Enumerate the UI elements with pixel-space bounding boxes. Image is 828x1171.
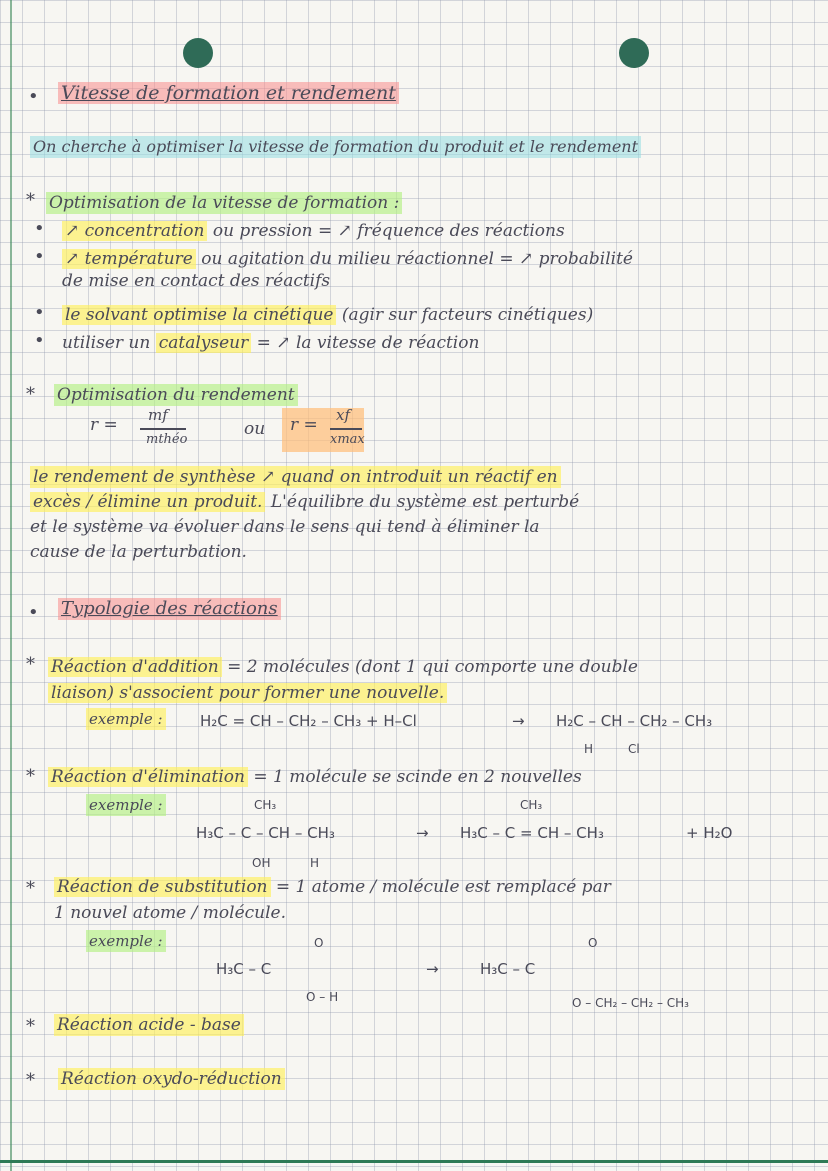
elimination-h: H [310,856,320,870]
asterisk-bullet: * [26,1016,35,1037]
yield-text-line-4: cause de la perturbation. [30,542,247,562]
addition-reactants: H₂C = CH – CH₂ – CH₃ + H–Cl [200,712,417,730]
margin-line [10,0,12,1171]
substitution-o-2: O [588,936,598,950]
intro-text: On cherche à optimiser la vitesse de formation du produit et le rendement [30,136,641,158]
yield-r-equals: r = [90,415,118,435]
yield-text-line-1: le rendement de synthèse ↗ quand on introduit un réactif en [30,466,561,488]
fraction-bar [140,428,186,430]
addition-example-label: exemple : [86,708,166,730]
elimination-example-label: exemple : [86,794,166,816]
addition-sub-cl: Cl [628,742,640,756]
fraction-bar [330,428,362,430]
addition-arrow: → [512,712,525,730]
elimination-ch3-2: CH₃ [520,798,543,812]
yield-den-mass: mthéo [146,432,188,447]
speed-line-3: le solvant optimise la cinétique (agir sur facteurs cinétiques) [62,304,593,326]
addition-line-2: liaison) s'associent pour former une nouvelle. [48,682,447,704]
addition-product: H₂C – CH – CH₂ – CH₃ [556,712,713,730]
bullet-dot: • [34,218,45,239]
substitution-o-1: O [314,936,324,950]
asterisk-bullet: * [26,766,35,787]
substitution-reactant: H₃C – C [216,960,272,978]
substitution-product-chain: O – CH₂ – CH₂ – CH₃ [572,996,689,1010]
yield-den-advancement: xmax [330,432,365,447]
page-bottom-line [0,1160,828,1163]
yield-num-advancement: xf [336,406,351,424]
substitution-example-label: exemple : [86,930,166,952]
yield-r-equals-2: r = [290,415,318,435]
section-title-vitesse: Vitesse de formation et rendement [58,82,399,104]
elimination-line-1: Réaction d'élimination = 1 molécule se scinde en 2 nouvelles [48,766,582,788]
bullet-dot: • [34,330,45,351]
asterisk-bullet: * [26,1070,35,1091]
asterisk-bullet: * [26,654,35,675]
bullet-dot: • [34,246,45,267]
elimination-arrow: → [416,824,429,842]
section-title-typologie: Typologie des réactions [58,598,281,620]
elimination-oh: OH [252,856,271,870]
elimination-product: H₃C – C = CH – CH₃ [460,824,604,842]
speed-line-1: ↗ concentration ou pression = ↗ fréquence des réactions [62,220,565,242]
speed-heading: Optimisation de la vitesse de formation : [46,192,402,214]
bullet-dot: • [34,302,45,323]
elimination-reactant: H₃C – C – CH – CH₃ [196,824,335,842]
substitution-product: H₃C – C [480,960,536,978]
addition-line-1: Réaction d'addition = 2 molécules (dont 1 qui comporte une double [48,656,638,678]
substitution-arrow: → [426,960,439,978]
elimination-water: + H₂O [686,824,733,842]
acid-base-label: Réaction acide - base [54,1014,244,1036]
yield-num-mass: mf [148,406,168,424]
asterisk-bullet: * [26,384,35,405]
yield-text-line-3: et le système va évoluer dans le sens qui tend à éliminer la [30,517,540,537]
asterisk-bullet: * [26,190,35,211]
asterisk-bullet: * [26,878,35,899]
yield-text-line-2: excès / élimine un produit. L'équilibre du système est perturbé [30,491,579,513]
binder-hole-left [183,38,213,68]
yield-heading: Optimisation du rendement [54,384,298,406]
binder-hole-right [619,38,649,68]
substitution-line-2: 1 nouvel atome / molécule. [54,903,286,923]
speed-line-2: ↗ température ou agitation du milieu réactionnel = ↗ probabilité [62,248,633,270]
addition-sub-h: H [584,742,594,756]
bullet-dot: • [28,602,39,623]
elimination-ch3-1: CH₃ [254,798,277,812]
speed-line-4: utiliser un catalyseur = ↗ la vitesse de réaction [62,333,480,353]
bullet-dot: • [28,86,39,107]
yield-or: ou [244,419,266,439]
speed-line-2b: de mise en contact des réactifs [62,271,331,291]
substitution-oh: O – H [306,990,339,1004]
substitution-line-1: Réaction de substitution = 1 atome / molécule est remplacé par [54,876,611,898]
redox-label: Réaction oxydo-réduction [58,1068,285,1090]
